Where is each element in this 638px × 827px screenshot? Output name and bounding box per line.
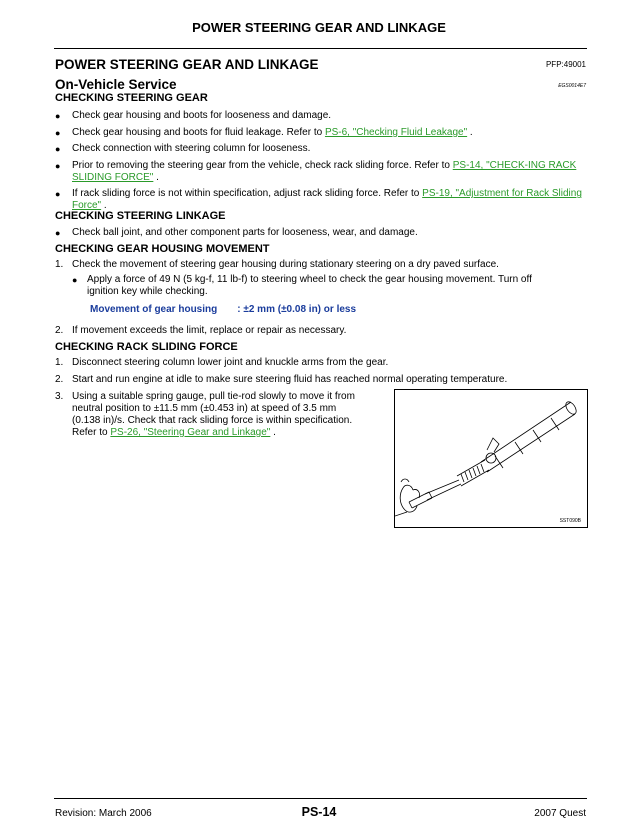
step-number: 1. <box>55 357 64 368</box>
pfp-code: PFP:49001 <box>545 60 586 69</box>
ref-link-ps14[interactable]: PS-14, "CHECK-ING RACK SLIDING FORCE" <box>72 160 577 183</box>
spec-movement <box>90 304 356 315</box>
step-number: 2. <box>55 325 64 336</box>
bullet-text: Check gear housing and boots for looseness and damage. <box>72 110 332 121</box>
step-text-line: Refer to <box>72 427 111 438</box>
step-number: 2. <box>55 374 64 385</box>
bullet-dot-icon: ● <box>55 144 61 154</box>
step-item <box>55 374 587 386</box>
list-item <box>55 127 587 139</box>
list-item <box>55 110 587 122</box>
step-text: Start and run engine at idle to make sure steering fluid has reached normal operating temperature. <box>72 374 508 385</box>
step-number: 3. <box>55 391 64 402</box>
step-text: Disconnect steering column lower joint and knuckle arms from the gear. <box>72 357 389 368</box>
heading-checking-linkage: CHECKING STEERING LINKAGE <box>55 210 226 222</box>
list-item <box>55 160 587 184</box>
step-text-line: Using a suitable spring gauge, pull tie-rod slowly to move it from <box>72 391 355 402</box>
heading-gear-housing: CHECKING GEAR HOUSING MOVEMENT <box>55 243 270 255</box>
bullet-text: If rack sliding force is not within specification, adjust rack sliding force. Refer to <box>72 188 423 199</box>
step-item <box>55 357 587 369</box>
rack-sliding-force-figure <box>394 389 588 528</box>
ref-link-ps26[interactable]: PS-26, "Steering Gear and Linkage" <box>110 427 271 438</box>
step-text-end: . <box>270 427 276 438</box>
bullet-text-end: . <box>153 172 159 183</box>
bullet-dot-icon: ● <box>72 275 78 285</box>
bullet-text: Prior to removing the steering gear from the vehicle, check rack sliding force. Refer to <box>72 160 453 171</box>
step-item <box>55 325 587 337</box>
list-item <box>55 143 587 155</box>
sub-bullet-item <box>72 274 542 298</box>
subsection-title: On-Vehicle Service <box>55 77 177 92</box>
bullet-dot-icon: ● <box>55 111 61 121</box>
heading-checking-gear: CHECKING STEERING GEAR <box>55 92 208 104</box>
footer-model: 2007 Quest <box>534 808 586 819</box>
bullet-text: Check ball joint, and other component parts for looseness, wear, and damage. <box>72 227 418 238</box>
bullet-dot-icon: ● <box>55 189 61 199</box>
section-title: POWER STEERING GEAR AND LINKAGE <box>55 57 319 72</box>
footer-rule <box>54 798 587 799</box>
steering-gear-illustration <box>395 390 587 527</box>
spec-value: : ±2 mm (±0.08 in) or less <box>237 304 357 315</box>
bullet-text: Check gear housing and boots for fluid leakage. Refer to <box>72 127 325 138</box>
sub-bullet-text: Apply a force of 49 N (5 kg-f, 11 lb-f) to steering wheel to check the gear housing movement. Turn off ignition key while checking. <box>87 274 532 297</box>
step-text: If movement exceeds the limit, replace or repair as necessary. <box>72 325 347 336</box>
bullet-dot-icon: ● <box>55 128 61 138</box>
step-text: Check the movement of steering gear housing during stationary steering on a dry paved surface. <box>72 259 499 270</box>
page-header: POWER STEERING GEAR AND LINKAGE <box>192 20 446 35</box>
bullet-text: Check connection with steering column for looseness. <box>72 143 311 154</box>
heading-rack-force: CHECKING RACK SLIDING FORCE <box>55 341 238 353</box>
ref-link-ps19[interactable]: PS-19, "Adjustment for Rack Sliding Force" <box>72 188 582 211</box>
subsection-code: EGS0014E7 <box>558 83 586 89</box>
step-number: 1. <box>55 259 64 270</box>
figure-code: SST090B <box>559 518 581 524</box>
step-item <box>55 391 395 441</box>
bullet-text-end: . <box>101 200 107 211</box>
bullet-dot-icon: ● <box>55 161 61 171</box>
page-number: PS-14 <box>301 805 337 819</box>
list-item <box>55 227 587 239</box>
step-text-line: neutral position to ±11.5 mm (±0.453 in) at speed of 3.5 mm <box>72 403 337 414</box>
footer-revision: Revision: March 2006 <box>55 808 152 819</box>
step-item <box>55 259 587 271</box>
list-item <box>55 188 587 212</box>
bullet-dot-icon: ● <box>55 228 61 238</box>
spec-label: Movement of gear housing <box>90 304 218 315</box>
step-text-line: (0.138 in)/s. Check that rack sliding force is within specification. <box>72 415 353 426</box>
bullet-text-end: . <box>467 127 473 138</box>
ref-link-ps6[interactable]: PS-6, "Checking Fluid Leakage" <box>324 127 468 138</box>
header-rule <box>54 48 587 49</box>
